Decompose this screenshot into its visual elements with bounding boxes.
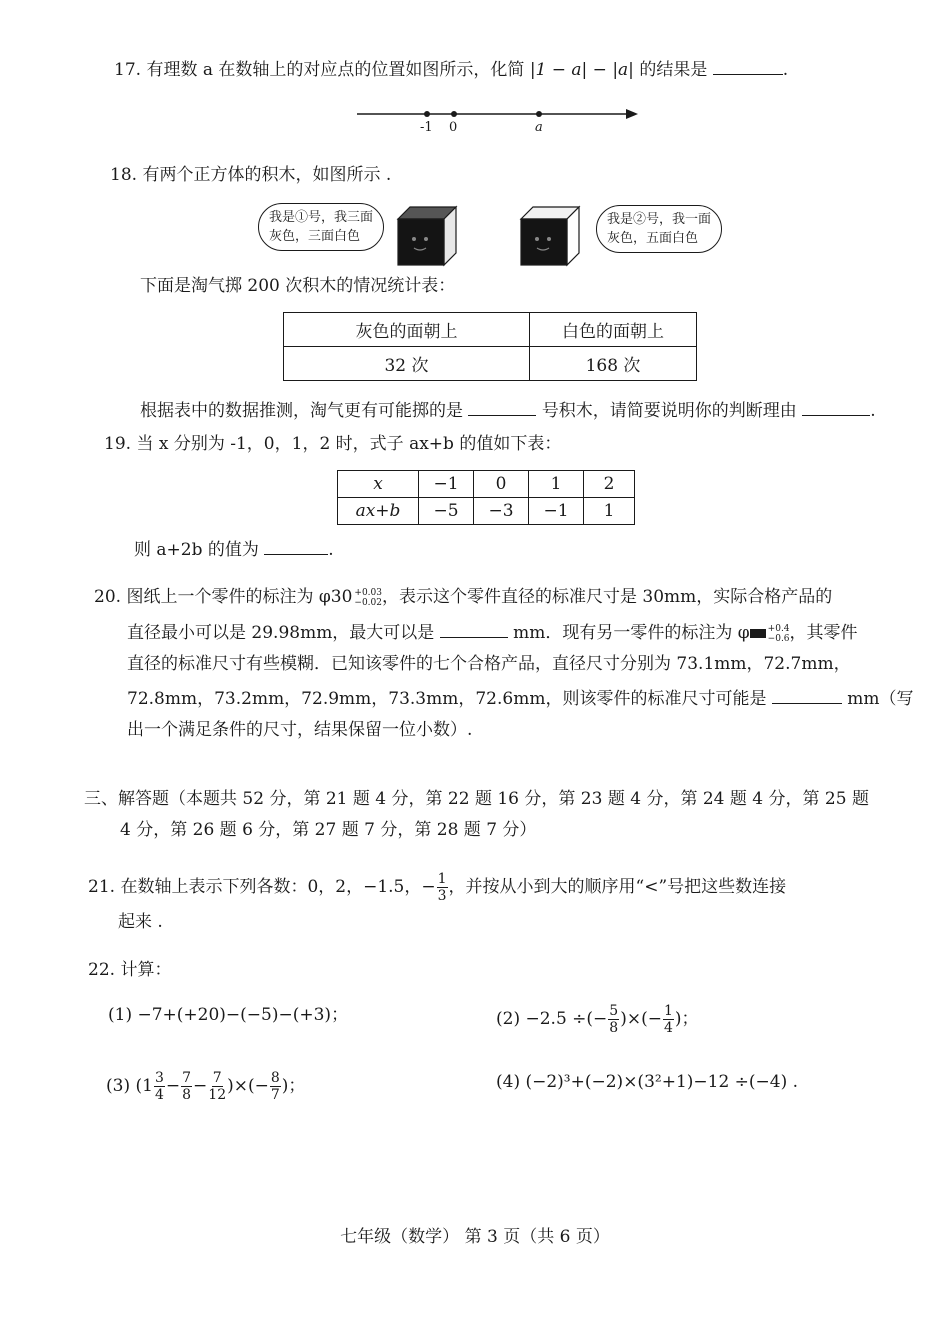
q22-part-2: (2) −2.5 ÷(− $\frac{5}{8}$ )×(− $\frac{1}{4}$ )； <box>496 1003 699 1036</box>
question-number: 21. <box>88 877 116 897</box>
table-cell: 2 <box>584 471 635 498</box>
abs-expression: |1 − a| − |a| <box>529 60 634 80</box>
speech-bubble-cube-1: 我是①号，我三面 灰色，三面白色 <box>258 203 384 251</box>
tolerance-2: +0.4 −0.6 <box>767 623 790 644</box>
q20-line-5: 出一个满足条件的尺寸，结果保留一位小数）. <box>127 720 473 740</box>
tick-label-minus-one: -1 <box>420 120 433 135</box>
q18-table-intro: 下面是淘气掷 200 次积木的情况统计表： <box>140 276 456 296</box>
page-footer: 七年级（数学） 第 3 页（共 6 页） <box>340 1227 610 1247</box>
answer-blank[interactable] <box>772 685 842 704</box>
table-cell: −1 <box>419 471 474 498</box>
q20-line-2: 直径最小可以是 29.98mm，最大可以是 mm．现有另一零件的标注为 φ +0.4 −0.6 ，其零件 <box>127 619 858 645</box>
table-cell: −5 <box>419 498 474 525</box>
cube-1-icon <box>396 203 460 267</box>
table-header: 灰色的面朝上 <box>284 313 530 347</box>
table-cell: −3 <box>474 498 529 525</box>
q20-line-1: 20. 图纸上一个零件的标注为 φ30 +0.03 −0.02 ，表示这个零件直径的标准尺寸是 30mm，实际合格产品的 <box>94 587 833 608</box>
q22-part-4: (4) (−2)³+(−2)×(3²+1)−12 ÷(−4) . <box>496 1072 799 1092</box>
q19-stem: 19. 当 x 分别为 -1，0，1，2 时，式子 ax+b 的值如下表： <box>104 434 562 454</box>
section-3-heading-cont: 4 分，第 26 题 6 分，第 27 题 7 分，第 28 题 7 分） <box>120 820 537 840</box>
fraction: $\frac{1}{3}$ <box>437 871 447 904</box>
speech-bubble-cube-2: 我是②号，我一面 灰色，五面白色 <box>596 205 722 253</box>
cube-2-icon <box>519 203 583 267</box>
table-cell: x <box>338 471 419 498</box>
question-number: 18. <box>110 165 138 185</box>
table-cell: −1 <box>529 498 584 525</box>
tick-label-zero: 0 <box>449 120 458 135</box>
q21-line-1: 21. 在数轴上表示下列各数：0，2，−1.5，− $\frac{1}{3}$ ，并按从小到大的顺序用“<”号把这些数连接 <box>88 871 787 904</box>
q18-stats-table <box>283 312 697 381</box>
answer-blank[interactable] <box>713 56 783 75</box>
q19-ask: 则 a+2b 的值为 . <box>134 536 334 562</box>
answer-blank[interactable] <box>264 536 328 555</box>
table-cell: 1 <box>584 498 635 525</box>
q22-part-3: (3) (1 $\frac{3}{4}$ − $\frac{7}{8}$ − $\frac{7}{12}$ )×(− $\frac{8}{7}$ )； <box>106 1070 306 1103</box>
q20-line-3: 直径的标准尺寸有些模糊．已知该零件的七个合格产品，直径尺寸分别为 73.1mm，72.7mm， <box>127 654 851 674</box>
question-number: 20. <box>94 587 122 607</box>
question-number: 17. <box>114 60 142 80</box>
table-cell: 32 次 <box>284 347 530 381</box>
answer-blank[interactable] <box>802 397 870 416</box>
table-cell: ax+b <box>338 498 419 525</box>
tolerance-1: +0.03 −0.02 <box>354 587 382 608</box>
q19-value-table <box>337 470 635 525</box>
table-cell: 0 <box>474 471 529 498</box>
obscured-value <box>750 629 766 638</box>
section-3-heading: 三、解答题（本题共 52 分，第 21 题 4 分，第 22 题 16 分，第 23 题 4 分，第 24 题 4 分，第 25 题 <box>84 789 869 809</box>
q22-part-1: (1) −7+(+20)−(−5)−(+3)； <box>108 1005 349 1025</box>
q21-line-2: 起来 . <box>118 912 163 932</box>
question-number: 19. <box>104 434 132 454</box>
number-line-arrow <box>626 109 638 119</box>
question-number: 22. <box>88 960 116 980</box>
tick-label-a: a <box>535 120 543 135</box>
q22-stem: 22. 计算： <box>88 960 172 980</box>
q18-ask: 根据表中的数据推测，淘气更有可能掷的是 号积木，请简要说明你的判断理由 . <box>140 397 876 423</box>
q18-stem: 18. 有两个正方体的积木，如图所示 . <box>110 165 392 185</box>
table-cell: 1 <box>529 471 584 498</box>
table-cell: 168 次 <box>530 347 697 381</box>
answer-blank[interactable] <box>468 397 536 416</box>
table-header: 白色的面朝上 <box>530 313 697 347</box>
number-line <box>355 100 645 140</box>
answer-blank[interactable] <box>440 619 508 638</box>
q17-stem: 17. 有理数 a 在数轴上的对应点的位置如图所示，化简 |1 − a| − |a| 的结果是 . <box>114 56 788 82</box>
q20-line-4: 72.8mm，73.2mm，72.9mm，73.3mm，72.6mm，则该零件的标准尺寸可能是 mm（写 <box>127 685 914 711</box>
